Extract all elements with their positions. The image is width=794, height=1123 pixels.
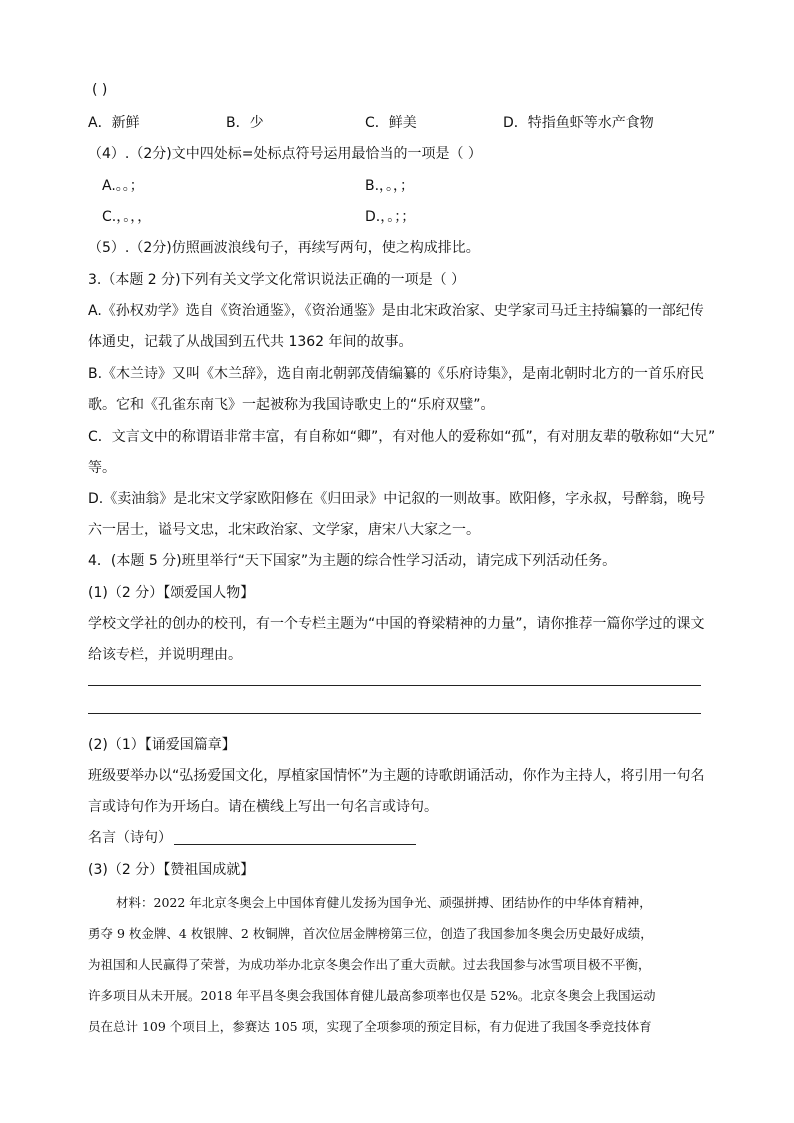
- material-line-1: 材料：2022 年北京冬奥会上中国体育健儿发扬为国争光、顽强拼搏、团结协作的中华体育精神，: [116, 895, 652, 910]
- answer-line-1[interactable]: [88, 685, 701, 686]
- subquestion-5-stem: （5）.（2分)仿照画波浪线句子，再续写两句，使之构成排比。: [88, 240, 480, 256]
- question-3-option-b-line1: B.《木兰诗》又叫《木兰辞》，选自南北朝郭茂倩编纂的《乐府诗集》，是南北朝时北方的一首乐府民: [88, 366, 705, 382]
- answer-label: 名言（诗句）: [88, 830, 172, 846]
- question-3-option-d-line2: 六一居士，谥号文忠，北宋政治家、文学家，唐宋八大家之一。: [88, 522, 480, 538]
- option-b: B．少: [226, 115, 264, 131]
- subquestion-4-option-c: C.，。，，: [102, 209, 152, 225]
- part-1-heading: (1)（2 分）【颂爱国人物】: [88, 585, 255, 601]
- question-3-option-a-line2: 体通史，记载了从战国到五代共 1362 年间的故事。: [88, 334, 413, 350]
- question-4-stem: 4．(本题 5 分)班里举行“天下国家”为主题的综合性学习活动，请完成下列活动任务。: [88, 553, 617, 569]
- question-3-option-a-line1: A.《孙权劝学》选自《资治通鉴》，《资治通鉴》是由北宋政治家、史学家司马迁主持编纂的一部纪传: [88, 303, 704, 319]
- question-3-option-b-line2: 歌。它和《孔雀东南飞》一起被称为我国诗歌史上的“乐府双璧”。: [88, 397, 495, 413]
- subquestion-4-stem: （4）.（2分)文中四处标=处标点符号运用最恰当的一项是（ ）: [88, 146, 482, 162]
- question-3-option-c-line2: 等。: [88, 460, 116, 476]
- material-line-5: 员在总计 109 个项目上，参赛达 105 项，实现了全项参项的预定目标，有力促进了我国冬季竞技体育: [88, 1019, 652, 1034]
- part-2-heading: (2)（1）【诵爱国篇章】: [88, 737, 236, 753]
- question-3-option-d-line1: D.《卖油翁》是北宋文学家欧阳修在《归田录》中记叙的一则故事。欧阳修，字永叔，号醉翁，晚号: [88, 491, 706, 507]
- part-3-heading: (3)（2 分）【赞祖国成就】: [88, 862, 255, 878]
- subquestion-4-option-d: D.，。；；: [365, 209, 416, 225]
- subquestion-4-option-b: B.，。，；: [365, 178, 415, 194]
- question-3-option-c-line1: C．文言文中的称谓语非常丰富，有自称如“卿”，有对他人的爱称如“孤”，有对朋友辈的敬称如“大兄”: [88, 429, 716, 445]
- option-c: C．鲜美: [365, 115, 417, 131]
- quote-answer-line[interactable]: [174, 844, 416, 845]
- option-d: D．特指鱼虾等水产食物: [503, 115, 654, 131]
- option-a: A．新鲜: [88, 115, 140, 131]
- part-2-text-line1: 班级要举办以“弘扬爱国文化，厚植家国情怀”为主题的诗歌朗诵活动，你作为主持人，将引用一句名: [88, 768, 705, 784]
- part-2-text-line2: 言或诗句作为开场白。请在横线上写出一句名言或诗句。: [88, 799, 438, 815]
- part-1-text-line1: 学校文学社的创办的校刊，有一个专栏主题为“中国的脊梁精神的力量”，请你推荐一篇你学过的课文: [88, 616, 705, 632]
- subquestion-4-option-a: A.。。；: [102, 178, 144, 194]
- answer-parentheses: ( ): [92, 82, 108, 98]
- material-line-2: 勇夺 9 枚金牌、4 枚银牌、2 枚铜牌，首次位居金牌榜第三位，创造了我国参加冬奥会历史最好成绩，: [88, 926, 653, 941]
- material-line-3: 为祖国和人民赢得了荣誉，为成功举办北京冬奥会作出了重大贡献。过去我国参与冰雪项目极不平衡，: [88, 957, 651, 972]
- question-3-stem: 3.（本题 2 分)下列有关文学文化常识说法正确的一项是（ ）: [88, 272, 466, 288]
- answer-line-2[interactable]: [88, 713, 701, 714]
- part-1-text-line2: 给该专栏，并说明理由。: [88, 647, 242, 663]
- material-line-4: 许多项目从未开展。2018 年平昌冬奥会我国体育健儿最高参项率也仅是 52%。北京冬奥会上我国运动: [88, 988, 656, 1003]
